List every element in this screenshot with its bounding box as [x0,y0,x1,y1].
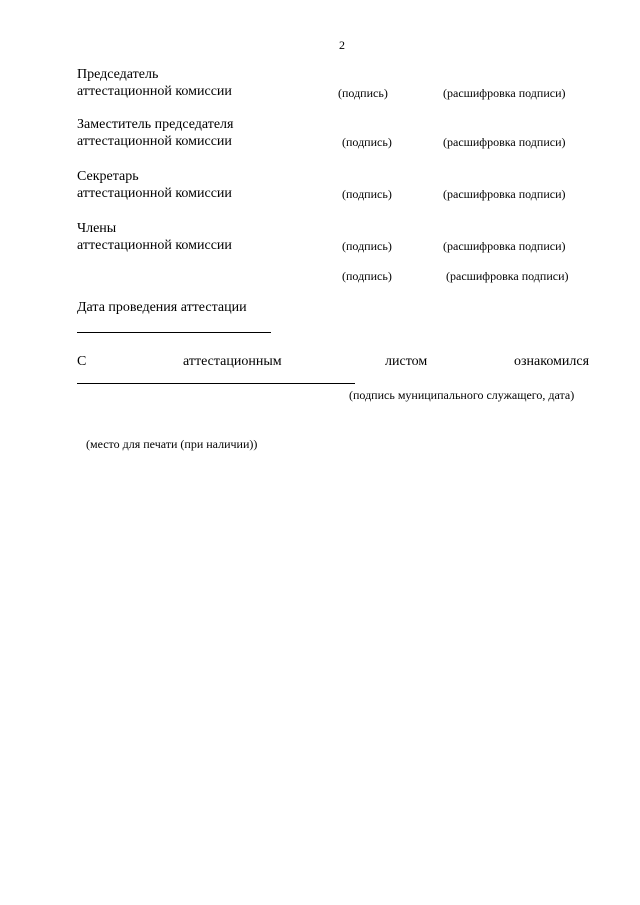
deputy-role-line2: аттестационной комиссии [77,134,232,149]
ack-word-4: ознакомился [514,354,590,369]
ack-signature-line [77,383,355,384]
secretary-role-line2: аттестационной комиссии [77,186,232,201]
deputy-decode-hint: (расшифровка подписи) [443,135,566,149]
chairman-role-line1: Председатель [77,67,159,82]
stamp-place-label: (место для печати (при наличии)) [86,437,258,451]
members-role-line2: аттестационной комиссии [77,238,232,253]
extra-member-decode-hint: (расшифровка подписи) [446,269,569,283]
ack-word-1: С [77,354,87,369]
secretary-signature-hint: (подпись) [342,187,392,201]
attestation-date-line [77,332,271,333]
chairman-decode-hint: (расшифровка подписи) [443,86,566,100]
deputy-role-line1: Заместитель председателя [77,117,234,132]
ack-signature-hint: (подпись муниципального служащего, дата) [349,388,575,402]
deputy-signature-hint: (подпись) [342,135,392,149]
ack-word-2: аттестационным [183,354,282,369]
chairman-signature-hint: (подпись) [338,86,388,100]
secretary-role-line1: Секретарь [77,169,139,184]
members-signature-hint: (подпись) [342,239,392,253]
attestation-date-label: Дата проведения аттестации [77,300,247,315]
members-role-line1: Члены [77,221,117,236]
page-number: 2 [339,38,345,52]
ack-word-3: листом [385,354,428,369]
extra-member-signature-hint: (подпись) [342,269,392,283]
chairman-role-line2: аттестационной комиссии [77,84,232,99]
members-decode-hint: (расшифровка подписи) [443,239,566,253]
secretary-decode-hint: (расшифровка подписи) [443,187,566,201]
